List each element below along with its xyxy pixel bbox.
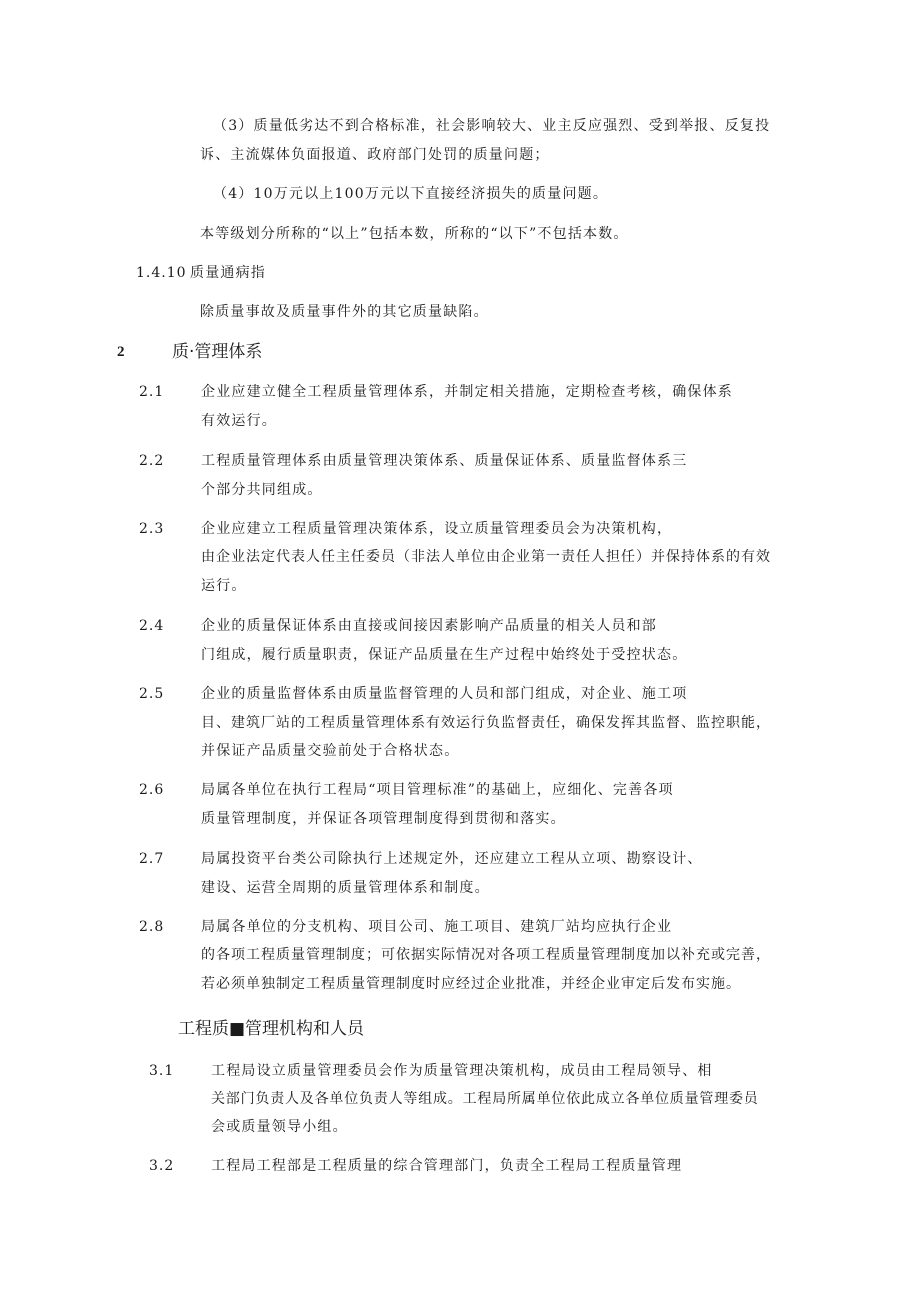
- item-4: （4）10万元以上100万元以下直接经济损失的质量问题。: [213, 186, 609, 202]
- clause-2-3-line-1: 企业应建立工程质量管理决策体系，设立质量管理委员会为决策机构，: [201, 521, 673, 537]
- clause-2-4-line-2: 门组成，履行质量职责，保证产品质量在生产过程中始终处于受控状态。: [201, 647, 688, 663]
- subsection-title: 质量通病指: [190, 265, 266, 281]
- clause-2-7-line-2: 建设、运营全周期的质量管理体系和制度。: [201, 880, 490, 896]
- clause-2-6-number: 2.6: [139, 782, 165, 798]
- clause-2-6-line-1: 局属各单位在执行工程局“项目管理标准”的基础上，应细化、完善各项: [201, 782, 674, 798]
- clause-2-8-line-1: 局属各单位的分支机构、项目公司、施工项目、建筑厂站均应执行企业: [201, 919, 673, 935]
- clause-2-3-number: 2.3: [139, 521, 165, 537]
- clause-2-7-number: 2.7: [139, 851, 165, 867]
- clause-2-1-number: 2.1: [139, 384, 165, 400]
- clause-2-3-line-2: 由企业法定代表人任主任委员（非法人单位由企业第一责任人担任）并保持体系的有效: [201, 549, 771, 565]
- clause-2-7-line-1: 局属投资平台类公司除执行上述规定外，还应建立工程从立项、勘察设计、: [201, 851, 703, 867]
- clause-3-2-number: 3.2: [149, 1158, 175, 1174]
- clause-2-8-line-3: 若必须单独制定工程质量管理制度时应经过企业批准，并经企业审定后发布实施。: [201, 976, 741, 992]
- clause-2-4-number: 2.4: [139, 618, 165, 634]
- clause-3-1-line-2: 关部门负责人及各单位负责人等组成。工程局所属单位依此成立各单位质量管理委员: [211, 1091, 759, 1107]
- clause-2-1-line-1: 企业应建立健全工程质量管理体系，并制定相关措施，定期检查考核，确保体系: [201, 384, 733, 400]
- clause-2-5-line-1: 企业的质量监督体系由质量监督管理的人员和部门组成，对企业、施工项: [201, 686, 688, 702]
- section-2-number: 2: [117, 344, 125, 360]
- subsection-number: 1.4.10: [136, 265, 187, 281]
- clause-2-4-line-1: 企业的质量保证体系由直接或间接因素影响产品质量的相关人员和部: [201, 618, 657, 634]
- clause-2-2-line-2: 个部分共同组成。: [201, 482, 323, 498]
- clause-2-5-line-3: 并保证产品质量交验前处于合格状态。: [201, 743, 460, 759]
- clause-3-2-line-1: 工程局工程部是工程质量的综合管理部门，负责全工程局工程质量管理: [211, 1158, 683, 1174]
- clause-2-3-line-3: 运行。: [201, 578, 247, 594]
- section-2-title: 质·管理体系: [172, 342, 263, 362]
- item-3-line-1: （3）质量低劣达不到合格标准，社会影响较大、业主反应强烈、受到举报、反复投: [213, 118, 771, 134]
- clause-2-5-number: 2.5: [139, 686, 165, 702]
- clause-2-5-line-2: 目、建筑厂站的工程质量管理体系有效运行负监督责任，确保发挥其监督、监控职能，: [201, 715, 771, 731]
- threshold-note: 本等级划分所称的“以上”包括本数，所称的“以下”不包括本数。: [200, 226, 629, 242]
- clause-2-1-line-2: 有效运行。: [201, 413, 277, 429]
- clause-3-1-number: 3.1: [149, 1063, 175, 1079]
- clause-2-2-number: 2.2: [139, 453, 165, 469]
- clause-2-6-line-2: 质量管理制度，并保证各项管理制度得到贯彻和落实。: [201, 811, 566, 827]
- section-3-title: 工程质■管理机构和人员: [178, 1019, 365, 1039]
- clause-2-8-number: 2.8: [139, 919, 165, 935]
- clause-2-2-line-1: 工程质量管理体系由质量管理决策体系、质量保证体系、质量监督体系三: [201, 453, 688, 469]
- clause-3-1-line-1: 工程局设立质量管理委员会作为质量管理决策机构，成员由工程局领导、相: [211, 1063, 713, 1079]
- item-3-line-2: 诉、主流媒体负面报道、政府部门处罚的质量问题；: [200, 147, 550, 163]
- subsection-text: 除质量事故及质量事件外的其它质量缺陷。: [200, 304, 489, 320]
- clause-3-1-line-3: 会或质量领导小组。: [211, 1119, 348, 1135]
- clause-2-8-line-2: 的各项工程质量管理制度；可依据实际情况对各项工程质量管理制度加以补充或完善，: [201, 947, 771, 963]
